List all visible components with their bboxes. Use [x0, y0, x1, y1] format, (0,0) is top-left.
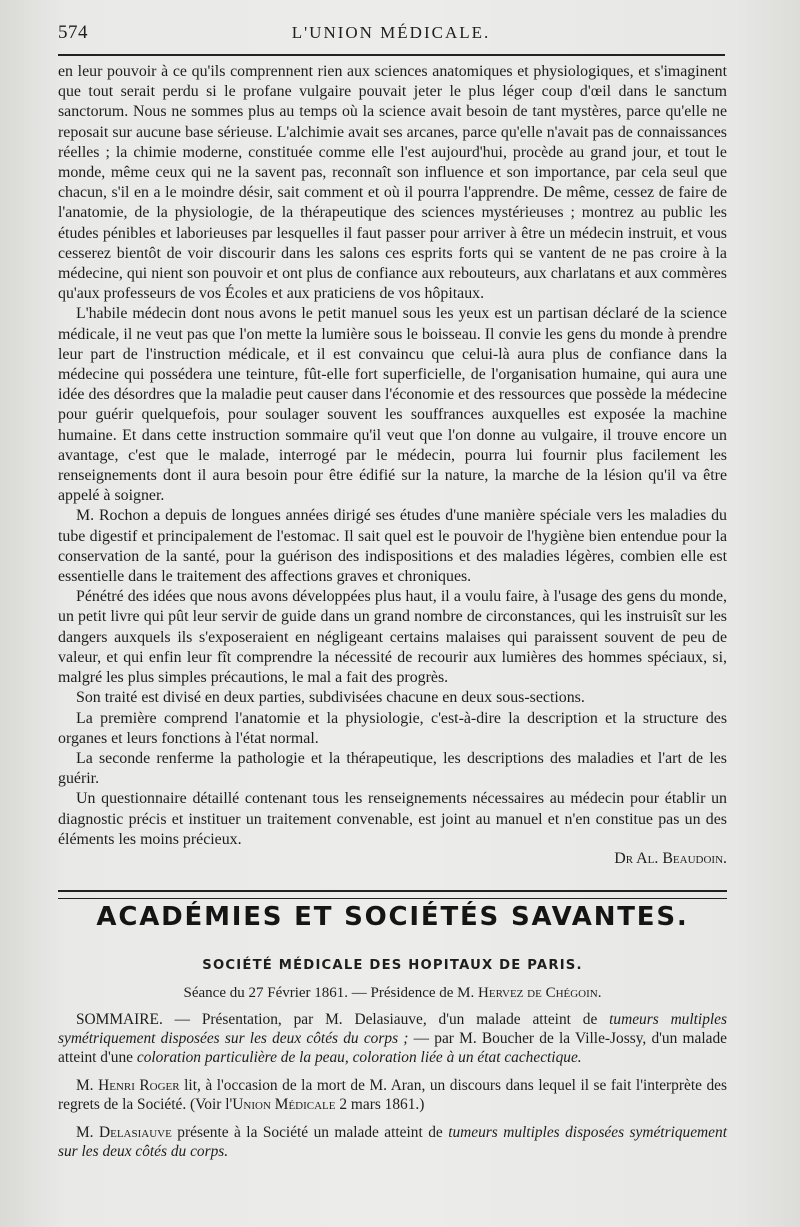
session-president: Hervez de Chégoin.	[478, 985, 602, 1001]
article-paragraph: Son traité est divisé en deux parties, subdivisées chacune en deux sous-sections.	[76, 689, 585, 707]
summary-italic: coloration particulière de la peau, coloration liée à un état cachectique.	[136, 1049, 582, 1066]
minutes-italic: tumeurs multiples disposées symétriquement sur les deux côtés du corps.	[58, 1124, 727, 1160]
journal-name: Union Médicale	[232, 1096, 336, 1113]
society-title: SOCIÉTÉ MÉDICALE DES HOPITAUX DE PARIS.	[202, 958, 583, 973]
article-paragraph: M. Rochon a depuis de longues années dirigé ses études d'une manière spéciale vers les maladies du tube digestif et principalement de l'estomac. Il sait quel est le pouvoir de l'hygiène bien entendue pour la conservation de la santé, pour la guérison des indispositions et des maladies légères, combien elle est essentielle dans le traitement des affections graves et chroniques.	[58, 507, 727, 586]
article-paragraph: La première comprend l'anatomie et la physiologie, c'est-à-dire la description et la structure des organes et leurs fonctions à l'état normal.	[58, 709, 727, 747]
session-minutes	[58, 1010, 727, 1170]
minutes-paragraph	[58, 1076, 727, 1114]
minutes-text: 2 mars 1861.)	[339, 1096, 425, 1113]
article-body	[58, 62, 727, 869]
summary-italic: tumeurs multiples symétriquement disposées sur les deux côtés du corps ;	[58, 1011, 727, 1047]
article-paragraph: L'habile médecin dont nous avons le petit manuel sous les yeux est un partisan déclaré de la science médicale, il ne veut pas que l'on mette la lumière sous le boisseau. Il convie les gens du monde à prendre leur part de l'instruction médicale, et il est convaincu que celui-là aura plus de confiance dans la médecine qui possédera une teinture, fût-elle fort superficielle, de l'organisation humaine, qui aura une idée des désordres que la maladie peut causer dans l'économie et des ressources que possède la médecine pour guérir quelquefois, pour soulager souvent les souffrances auxquelles est exposée la machine humaine. Et dans cette instruction sommaire qu'il veut que l'on donne au vulgaire, il trouve encore un avantage, c'est que le malade, interrogé par le médecin, pourra lui fournir plus facilement les renseignements dont il aura besoin pour être édifié sur la nature, la marche de la lésion qu'il va être appelé à soigner.	[58, 305, 727, 505]
minutes-text: présente à la Société un malade atteint de	[177, 1124, 443, 1141]
speaker-name: Delasiauve	[99, 1124, 172, 1141]
page-number: 574	[58, 22, 88, 43]
minutes-text: M.	[76, 1077, 94, 1094]
section-divider	[58, 890, 727, 899]
minutes-paragraph	[58, 1123, 727, 1161]
summary-text: — par M. Boucher de la Ville-Jossy, d'un malade atteint d'une	[58, 1030, 727, 1066]
session-line	[58, 985, 727, 1002]
section-title: ACADÉMIES ET SOCIÉTÉS SAVANTES.	[96, 902, 689, 932]
article-paragraph: Un questionnaire détaillé contenant tous les renseignements nécessaires au médecin pour établir un diagnostic précis et instituer un traitement convenable, est joint au manuel et n'en constitue pas un des éléments les moins précieux.	[58, 790, 727, 848]
minutes-text: M.	[76, 1124, 94, 1141]
speaker-name: Henri Roger	[98, 1077, 180, 1094]
running-title: L'UNION MÉDICALE.	[291, 23, 491, 42]
article-paragraph: Pénétré des idées que nous avons développées plus haut, il a voulu faire, à l'usage des gens du monde, un petit livre qui pût leur servir de guide dans un grand nombre de circonstances, qui les instruisît sur les dangers auxquels ils s'exposeraient en négligeant certains malaises qui paraissent souvent de peu de valeur, et qui enfin leur fît comprendre la nécessité de recourir aux lumières des hommes spéciaux, si, malgré les plus simples précautions, le mal a fait des progrès.	[58, 588, 727, 687]
summary-lead: SOMMAIRE. — Présentation, par M. Delasiauve, d'un malade atteint de	[76, 1011, 598, 1028]
summary-paragraph	[58, 1010, 727, 1067]
article-paragraph: La seconde renferme la pathologie et la thérapeutique, les descriptions des maladies et l'art de les guérir.	[58, 749, 727, 788]
minutes-text: lit, à l'occasion de la mort de M. Aran, un discours dans lequel il se fait l'interprète des regrets de la Société. (Voir l'	[58, 1077, 727, 1113]
header-rule	[58, 54, 725, 56]
article-paragraph: en leur pouvoir à ce qu'ils comprennent rien aux sciences anatomiques et physiologiques, et s'imaginent que tout serait perdu si le profane vulgaire pouvait jeter le plus léger coup d'œil dans le sanctum sanctorum. Nous ne sommes plus au temps où la science avait besoin de tant mystères, parce qu'elle ne reposait sur aucune base sérieuse. L'alchimie avait ses arcanes, parce qu'elle n'avait pas de connaissances réelles ; la chimie moderne, constituée comme elle l'est aujourd'hui, procède au grand jour, et tout le monde, même ceux qui ne la savent pas, reconnaît son influence et son importance, par cela seul que chacun, s'il en a le moindre désir, sait comment et où il pourra l'apprendre. De même, cessez de faire de l'anatomie, de la physiologie, de la thérapeutique des sciences mystérieuses ; montrez au public les études pénibles et laborieuses par lesquelles il faut passer pour arriver à être un médecin instruit, et vous cesserez bientôt de voir discourir dans les salons ces esprits forts qui se vantent de ne pas croire à la médecine, qui nient son pouvoir et ont plus de confiance aux rebouteurs, aux charlatans et aux commères qu'aux professeurs de vos Écoles et aux praticiens de vos hôpitaux.	[58, 63, 727, 303]
page-header	[58, 22, 724, 50]
session-date: Séance du 27 Février 1861. — Présidence de M.	[183, 985, 475, 1001]
author-signature: Dr Al. Beaudoin.	[614, 849, 727, 867]
